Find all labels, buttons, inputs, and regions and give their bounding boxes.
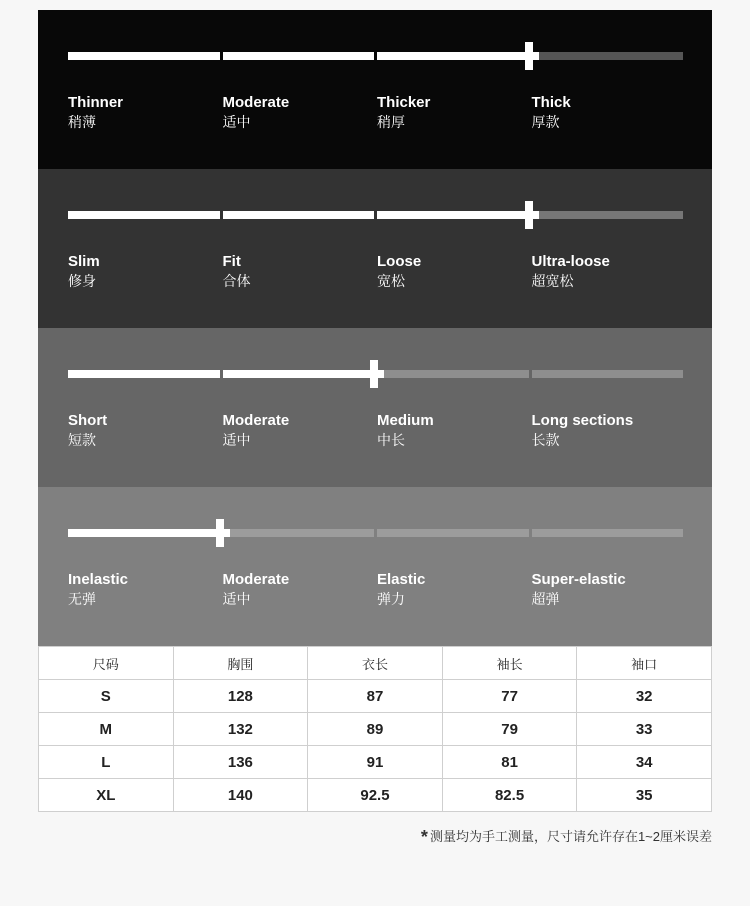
table-header-cell: 尺码 xyxy=(39,647,174,680)
thickness-band xyxy=(38,10,712,169)
size-table xyxy=(38,646,712,812)
length-scale-bar xyxy=(68,370,682,378)
scale-label: Moderate 适中 xyxy=(222,571,290,607)
scale-label: Long sections 长款 xyxy=(531,412,634,448)
scale-label: Elastic 弹力 xyxy=(377,571,426,607)
scale-marker-cross xyxy=(210,529,230,537)
scale-label: Moderate 适中 xyxy=(222,412,290,448)
table-cell: 35 xyxy=(577,779,712,812)
table-cell: 89 xyxy=(308,713,443,746)
asterisk-icon: * xyxy=(420,827,428,847)
scale-segment xyxy=(532,52,684,60)
scale-segment xyxy=(68,52,220,60)
table-row xyxy=(39,779,712,812)
table-row xyxy=(39,680,712,713)
length-band xyxy=(38,328,712,487)
table-row xyxy=(39,746,712,779)
scale-label: Inelastic 无弹 xyxy=(68,571,129,607)
scale-label: Thick 厚款 xyxy=(531,94,571,130)
scale-label: Slim 修身 xyxy=(68,253,100,289)
table-cell: 79 xyxy=(442,713,577,746)
table-cell: 34 xyxy=(577,746,712,779)
scale-marker-cross xyxy=(519,211,539,219)
table-cell: 87 xyxy=(308,680,443,713)
thickness-scale-bar xyxy=(68,52,682,60)
elasticity-band xyxy=(38,487,712,646)
scale-segment xyxy=(223,211,375,219)
scale-label: Loose 宽松 xyxy=(377,253,422,289)
measurement-note xyxy=(421,826,712,848)
table-cell: 140 xyxy=(173,779,308,812)
scale-segment xyxy=(532,370,684,378)
scale-marker-cross xyxy=(364,370,384,378)
scale-segment xyxy=(223,529,375,537)
scale-segment xyxy=(68,529,220,537)
table-cell: M xyxy=(39,713,174,746)
scale-label: Ultra-loose 超宽松 xyxy=(531,253,610,289)
table-cell: 132 xyxy=(173,713,308,746)
table-cell: 91 xyxy=(308,746,443,779)
note-text: 测量均为手工测量，尺寸请允许存在1~2厘米误差 xyxy=(429,829,712,844)
scale-segment xyxy=(223,370,375,378)
fit-band xyxy=(38,169,712,328)
table-cell: S xyxy=(39,680,174,713)
table-header-cell: 袖长 xyxy=(442,647,577,680)
scale-marker-cross xyxy=(519,52,539,60)
table-header-cell: 胸围 xyxy=(173,647,308,680)
scale-label: Medium 中长 xyxy=(377,412,434,448)
scale-segment xyxy=(377,529,529,537)
table-header-row xyxy=(39,647,712,680)
scale-label: Moderate 适中 xyxy=(222,94,290,130)
table-header-cell: 衣长 xyxy=(308,647,443,680)
scale-segment xyxy=(377,211,529,219)
scale-segment xyxy=(377,52,529,60)
table-cell: 77 xyxy=(442,680,577,713)
table-cell: 33 xyxy=(577,713,712,746)
scale-label: Super-elastic 超弹 xyxy=(531,571,626,607)
table-cell: 92.5 xyxy=(308,779,443,812)
scale-segment xyxy=(532,211,684,219)
scale-label: Fit 合体 xyxy=(222,253,251,289)
scale-label: Thinner 稍薄 xyxy=(68,94,123,130)
table-cell: 82.5 xyxy=(442,779,577,812)
scale-segment xyxy=(377,370,529,378)
scale-label: Short 短款 xyxy=(68,412,108,448)
table-cell: XL xyxy=(39,779,174,812)
table-cell: L xyxy=(39,746,174,779)
table-header-cell: 袖口 xyxy=(577,647,712,680)
scale-segment xyxy=(223,52,375,60)
scale-segment xyxy=(68,370,220,378)
scale-segment xyxy=(532,529,684,537)
elasticity-scale-bar xyxy=(68,529,682,537)
fit-scale-bar xyxy=(68,211,682,219)
table-cell: 136 xyxy=(173,746,308,779)
table-row xyxy=(39,713,712,746)
scale-label: Thicker 稍厚 xyxy=(377,94,431,130)
product-spec-panel xyxy=(38,10,712,812)
scale-segment xyxy=(68,211,220,219)
table-cell: 81 xyxy=(442,746,577,779)
table-cell: 128 xyxy=(173,680,308,713)
table-cell: 32 xyxy=(577,680,712,713)
